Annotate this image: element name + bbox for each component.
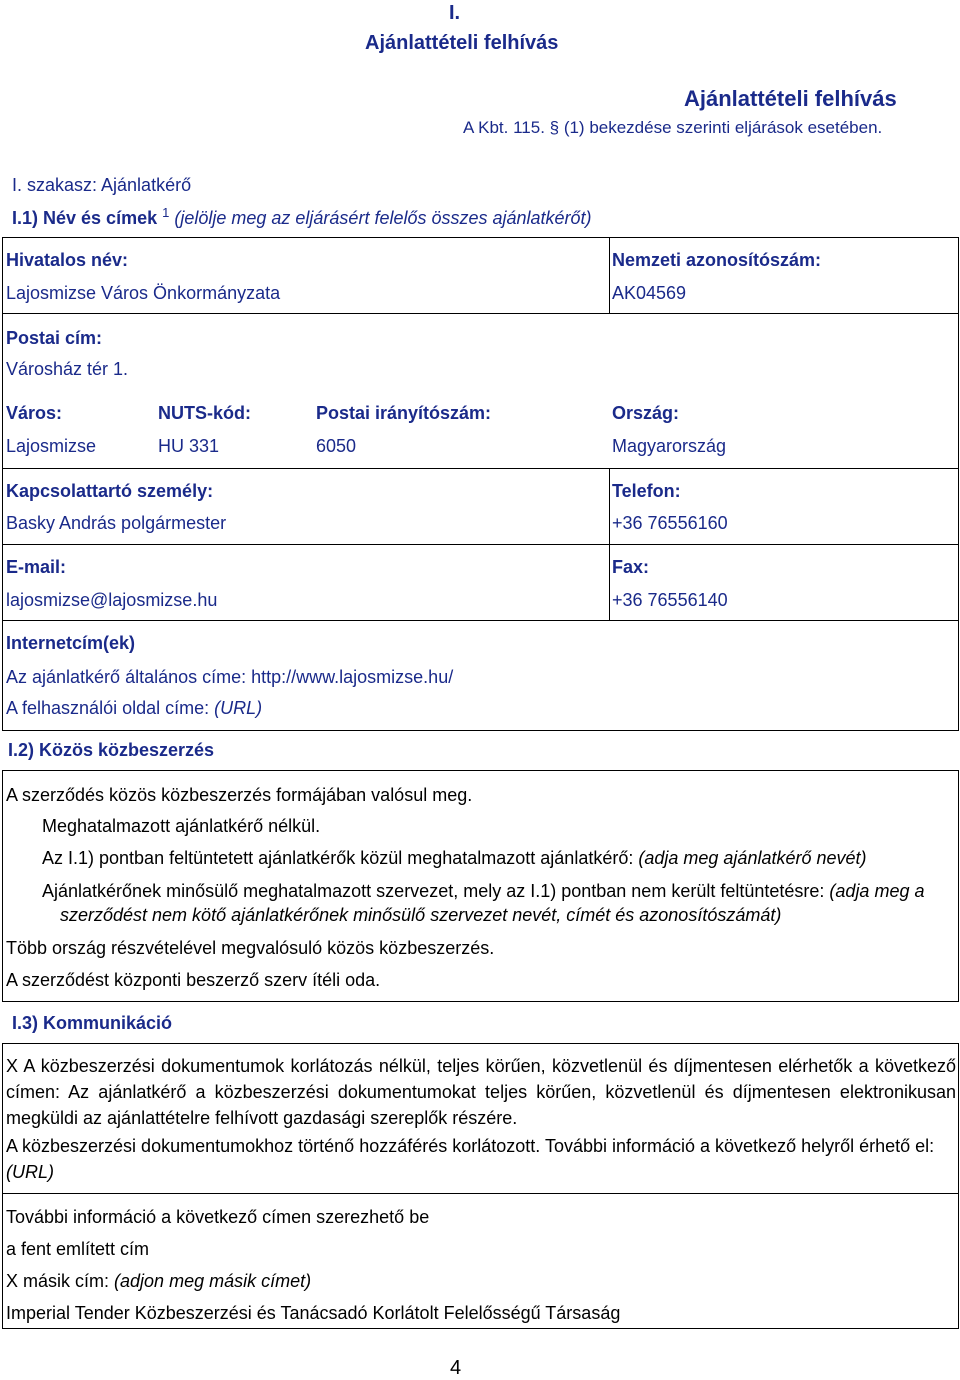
- option-note: (adja meg ajánlatkérő nevét): [638, 848, 867, 868]
- joint-option-1a[interactable]: [42, 816, 320, 837]
- i1-footnote: 1: [162, 205, 170, 220]
- country-label: Ország:: [612, 403, 680, 423]
- option-text: A szerződést központi beszerző szerv ítéli oda.: [6, 970, 381, 990]
- other-address-option[interactable]: [6, 1271, 311, 1292]
- row-divider: [2, 544, 959, 545]
- internet-label: Internetcím(ek): [6, 633, 136, 653]
- phone-label: Telefon:: [612, 481, 681, 501]
- city-label: Város:: [6, 403, 63, 423]
- contact-person: Basky András polgármester: [6, 513, 227, 533]
- option-note: (adjon meg másik címet): [114, 1271, 312, 1291]
- i1-heading: [12, 205, 592, 229]
- city: Lajosmizse: [6, 436, 97, 456]
- phone: +36 76556160: [612, 513, 728, 533]
- joint-option-1b[interactable]: [42, 848, 867, 869]
- col-divider: [609, 468, 610, 620]
- buyer-profile-url[interactable]: (URL): [214, 698, 263, 718]
- joint-option-2[interactable]: [6, 938, 494, 959]
- fax-label: Fax:: [612, 557, 650, 577]
- more-info-label: További információ a következő címen szerezhető be: [6, 1207, 430, 1227]
- comm-heading: I.3) Kommunikáció: [12, 1013, 173, 1033]
- joint-option-1[interactable]: [6, 785, 472, 806]
- option-text: Az I.1) pontban feltüntetett ajánlatkérők közül meghatalmazott ajánlatkérő:: [42, 848, 634, 868]
- joint-option-1c-note: szerződést nem kötő ajánlatkérőnek minősülő szervezet nevét, címét és azonosítószámát): [60, 905, 782, 925]
- page-number: 4: [450, 1357, 462, 1379]
- nuts-label: NUTS-kód:: [158, 403, 251, 423]
- fax: +36 76556140: [612, 590, 728, 610]
- option-note: (adja meg a: [829, 881, 925, 901]
- row-divider: [2, 468, 959, 469]
- postal-address: Városház tér 1.: [6, 359, 129, 379]
- form-title: Ajánlattételi felhívás: [684, 86, 897, 111]
- buyer-profile-label: A felhasználói oldal címe:: [6, 698, 210, 718]
- postal-address-label: Postai cím:: [6, 328, 103, 348]
- buyer-profile: [6, 698, 262, 719]
- contact-person-label: Kapcsolattartó személy:: [6, 481, 214, 501]
- nuts-code: HU 331: [158, 436, 220, 456]
- email[interactable]: lajosmizse@lajosmizse.hu: [6, 590, 218, 610]
- joint-heading: I.2) Közös közbeszerzés: [8, 740, 215, 760]
- official-name: Lajosmizse Város Önkormányzata: [6, 283, 281, 303]
- i1-prefix: I.1) Név és címek: [12, 208, 158, 228]
- section-heading: I. szakasz: Ajánlatkérő: [12, 175, 192, 195]
- i1-note: (jelölje meg az eljárásért felelős összes ajánlatkérőt): [174, 208, 592, 228]
- comm-restricted-url[interactable]: (URL): [6, 1162, 54, 1182]
- row-divider: [2, 313, 959, 314]
- other-address-value: Imperial Tender Közbeszerzési és Tanácsadó Korlátolt Felelősségű Társaság: [6, 1303, 621, 1323]
- above-address-option[interactable]: [6, 1239, 149, 1260]
- form-subtitle: A Kbt. 115. § (1) bekezdése szerinti eljárások esetében.: [463, 118, 883, 137]
- comm-restricted[interactable]: [6, 1136, 934, 1157]
- row-divider: [2, 1193, 959, 1194]
- email-label: E-mail:: [6, 557, 67, 577]
- zip-label: Postai irányítószám:: [316, 403, 492, 423]
- joint-option-1c[interactable]: [42, 881, 924, 902]
- option-text: Ajánlatkérőnek minősülő meghatalmazott szervezet, mely az I.1) pontban nem került feltüntetésre:: [42, 881, 825, 901]
- comm-unrestricted: X A közbeszerzési dokumentumok korlátozás nélkül, teljes körűen, közvetlenül és díjmentesen elérhetők a következő címen: Az ajánlatkérő a közbeszerzési dokumentumokat teljes körűen, közvetlenül és díjmentesen elektronikusan megküldi az ajánlattételre felhívott gazdasági szereplők részére.: [6, 1056, 956, 1128]
- national-id-label: Nemzeti azonosítószám:: [612, 250, 822, 270]
- joint-option-3[interactable]: [6, 970, 380, 991]
- option-text: Több ország részvételével megvalósuló közös közbeszerzés.: [6, 938, 495, 958]
- national-id: AK04569: [612, 283, 687, 303]
- official-name-label: Hivatalos név:: [6, 250, 129, 270]
- option-text: A közbeszerzési dokumentumokhoz történő hozzáférés korlátozott. További információ a következő helyről érhető el:: [6, 1136, 935, 1156]
- document-title: Ajánlattételi felhívás: [365, 32, 559, 54]
- option-text: a fent említett cím: [6, 1239, 150, 1259]
- zip-code: 6050: [316, 436, 357, 456]
- country: Magyarország: [612, 436, 727, 456]
- option-text: X másik cím:: [6, 1271, 110, 1291]
- option-text: A szerződés közös közbeszerzés formájában valósul meg.: [6, 785, 473, 805]
- roman-numeral: I.: [449, 2, 461, 24]
- row-divider: [2, 620, 959, 621]
- general-address[interactable]: Az ajánlatkérő általános címe: http://www.lajosmizse.hu/: [6, 667, 454, 687]
- option-text: Meghatalmazott ajánlatkérő nélkül.: [42, 816, 321, 836]
- col-divider: [609, 237, 610, 313]
